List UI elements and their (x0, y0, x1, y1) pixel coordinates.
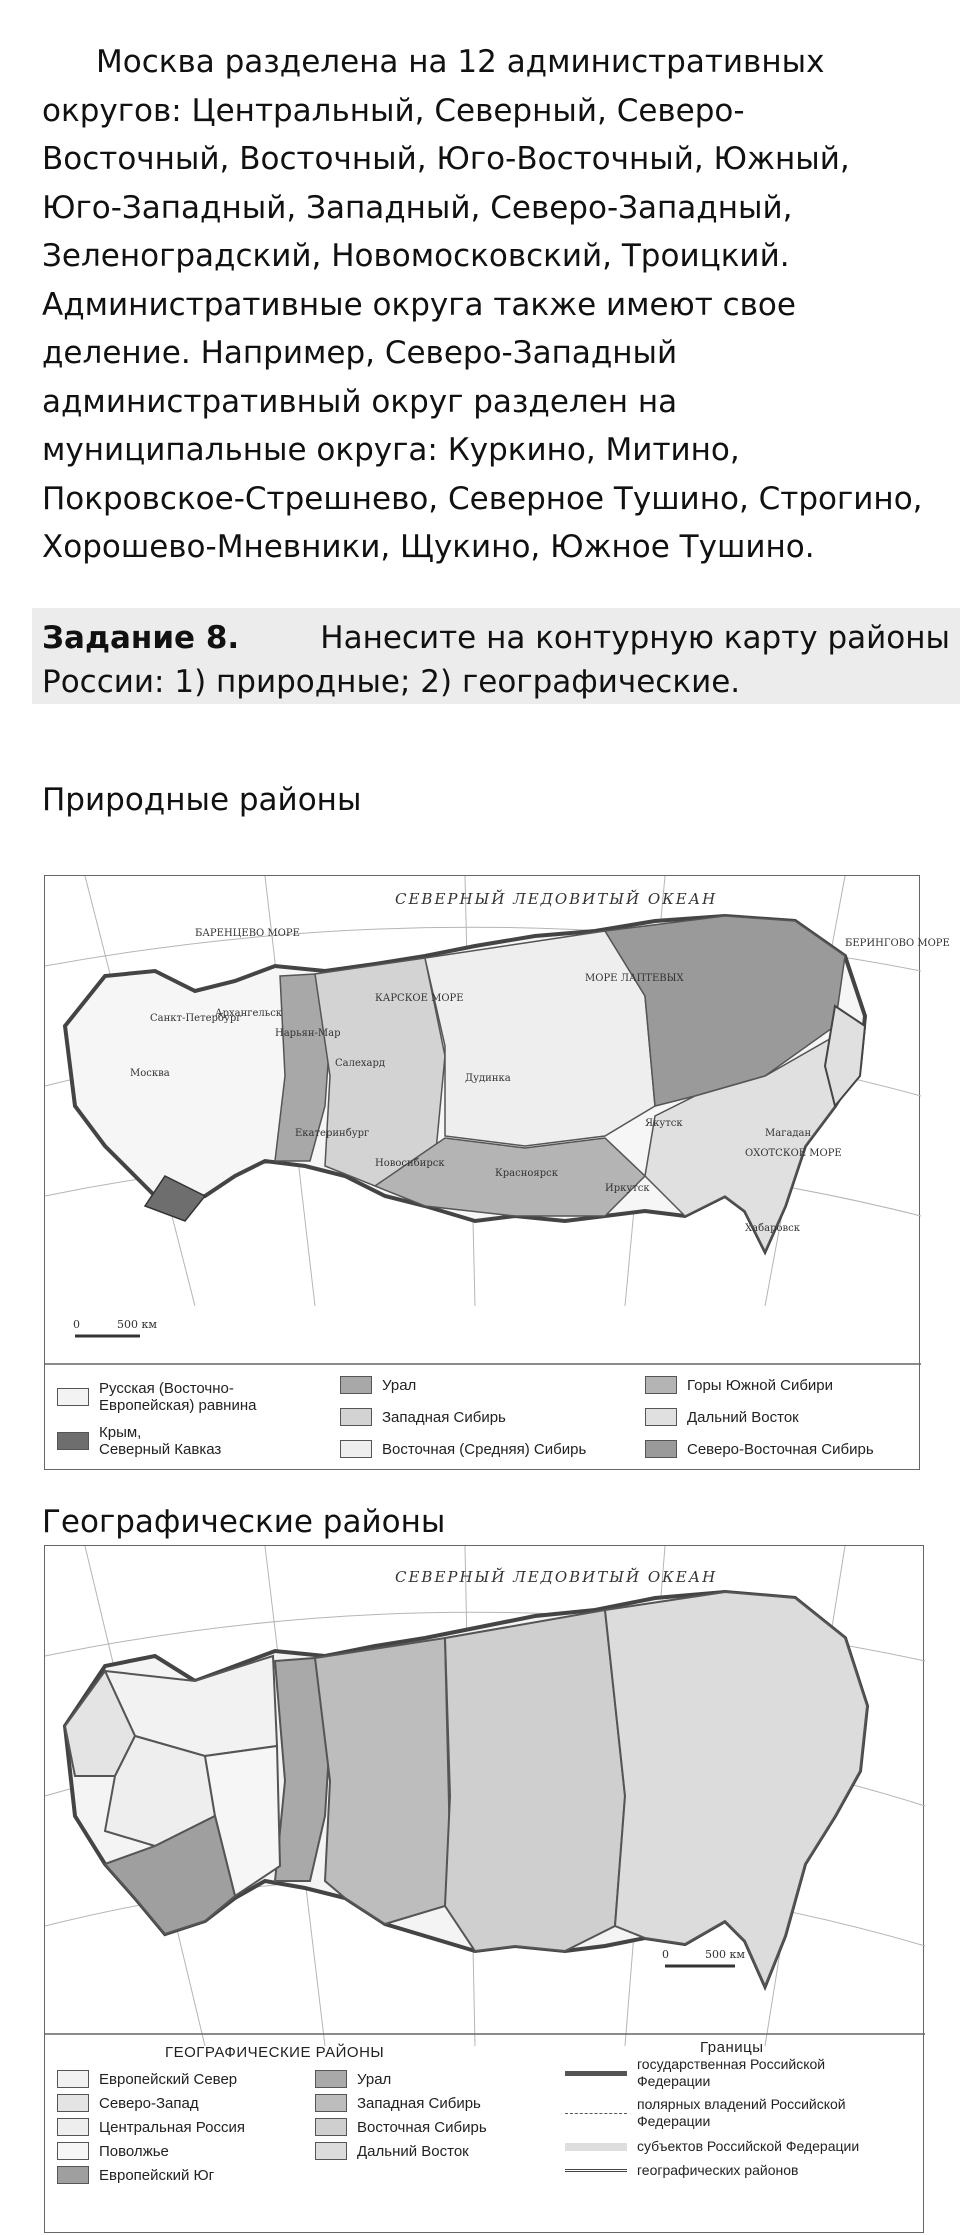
legend-swatch (340, 1376, 372, 1394)
map1-city: Салехард (335, 1058, 386, 1069)
geographic-regions-heading: Географические районы (42, 1504, 446, 1540)
legend-swatch (57, 2166, 89, 2184)
legend-swatch (315, 2070, 347, 2088)
border-legend-item: полярных владений Российской Федерации (565, 2096, 846, 2130)
paragraph-line: Зеленоградский, Новомосковский, Троицкий. (42, 238, 790, 274)
map1-city: Екатеринбург (295, 1128, 370, 1139)
map1-city: Санкт-Петербург (150, 1013, 242, 1024)
map1-city: Иркутск (605, 1183, 650, 1194)
legend-item: Западная Сибирь (315, 2094, 481, 2112)
paragraph-line: округов: Центральный, Северный, Северо- (42, 92, 745, 129)
map1-sea: ОХОТСКОЕ МОРЕ (745, 1148, 842, 1159)
border-legend-item: субъектов Российской Федерации (565, 2138, 859, 2155)
paragraph-line: Хорошево-Мневники, Щукино, Южное Тушино. (42, 529, 815, 565)
paragraph-line: Москва разделена на 12 административных (96, 44, 825, 80)
paragraph-line: Покровское-Стрешнево, Северное Тушино, Строгино, (42, 480, 923, 517)
paragraph-line: Восточный, Восточный, Юго-Восточный, Южный, (42, 141, 850, 177)
natural-regions-map (44, 875, 950, 1470)
map1-city: Магадан (765, 1128, 812, 1139)
legend-item: Дальний Восток (645, 1408, 799, 1426)
legend-swatch (57, 2070, 89, 2088)
legend-item: Западная Сибирь (340, 1408, 506, 1426)
legend-title: ГЕОГРАФИЧЕСКИЕ РАЙОНЫ (165, 2044, 385, 2061)
task-text-line1: Нанесите на контурную карту районы (320, 620, 950, 656)
border-legend-item: государственная Российской Федерации (565, 2056, 825, 2090)
legend-swatch (57, 2118, 89, 2136)
map1-sea: КАРСКОЕ МОРЕ (375, 993, 464, 1004)
map1-city: Хабаровск (745, 1223, 800, 1234)
legend-item: Урал (315, 2070, 391, 2088)
legend-item: Европейский Север (57, 2070, 237, 2088)
map1-city: Красноярск (495, 1168, 558, 1179)
task-label: Задание 8. (42, 620, 240, 656)
legend-swatch (645, 1408, 677, 1426)
task-box (32, 608, 960, 704)
map1-sea: БАРЕНЦЕВО МОРЕ (195, 928, 300, 939)
task-text-line2: России: 1) природные; 2) географические. (42, 664, 741, 700)
legend-item: Крым, Северный Кавказ (57, 1424, 221, 1458)
paragraph-line: муниципальные округа: Куркино, Митино, (42, 432, 740, 468)
map1-city: Архангельск (215, 1008, 283, 1019)
legend-swatch (315, 2094, 347, 2112)
paragraph-line: деление. Например, Северо-Западный (42, 335, 678, 371)
legend-item: Русская (Восточно- Европейская) равнина (57, 1380, 256, 1414)
map1-city: Москва (130, 1068, 170, 1079)
legend-swatch (645, 1376, 677, 1394)
border-line-sample (565, 2071, 627, 2076)
legend-item: Восточная (Средняя) Сибирь (340, 1440, 586, 1458)
legend-item: Центральная Россия (57, 2118, 245, 2136)
legend-swatch (57, 2142, 89, 2160)
paragraph-line: административный округ разделен на (42, 383, 678, 420)
border-line-sample (565, 2143, 627, 2151)
paragraph-line: Административные округа также имеют свое (42, 286, 796, 323)
svg-text:0: 0 (73, 1318, 80, 1331)
legend-item: Дальний Восток (315, 2142, 469, 2160)
map1-city: Якутск (645, 1118, 683, 1129)
legend-item: Европейский Юг (57, 2166, 214, 2184)
legend-swatch (57, 1432, 89, 1450)
legend-swatch (315, 2142, 347, 2160)
border-legend-item: географических районов (565, 2162, 798, 2179)
legend-swatch (340, 1440, 372, 1458)
legend-swatch (340, 1408, 372, 1426)
legend-swatch (315, 2118, 347, 2136)
border-line-sample (565, 2169, 627, 2172)
map1-legend (45, 1364, 921, 1469)
map1-city: Новосибирск (375, 1158, 445, 1169)
map1-scale: 500 км (117, 1318, 157, 1331)
paragraph-line: Юго-Западный, Западный, Северо-Западный, (42, 189, 793, 226)
borders-title: Границы (700, 2039, 764, 2056)
map2-legend (45, 2034, 925, 2232)
map2-scale: 500 км (705, 1948, 745, 1961)
moscow-paragraph (42, 38, 942, 572)
map1-city: Нарьян-Мар (275, 1028, 341, 1039)
legend-item: Горы Южной Сибири (645, 1376, 833, 1394)
legend-swatch (57, 2094, 89, 2112)
natural-regions-heading: Природные районы (42, 782, 362, 818)
map1-ocean-label: СЕВЕРНЫЙ ЛЕДОВИТЫЙ ОКЕАН (395, 890, 718, 908)
legend-swatch (57, 1388, 89, 1406)
legend-item: Северо-Запад (57, 2094, 199, 2112)
map2-ocean-label: СЕВЕРНЫЙ ЛЕДОВИТЫЙ ОКЕАН (395, 1568, 718, 1586)
legend-item: Восточная Сибирь (315, 2118, 487, 2136)
legend-swatch (645, 1440, 677, 1458)
legend-item: Урал (340, 1376, 416, 1394)
legend-item: Поволжье (57, 2142, 169, 2160)
geographic-regions-map (44, 1545, 924, 2233)
map1-sea: БЕРИНГОВО МОРЕ (845, 938, 950, 949)
border-line-sample (565, 2113, 627, 2114)
legend-item: Северо-Восточная Сибирь (645, 1440, 874, 1458)
map1-sea: МОРЕ ЛАПТЕВЫХ (585, 973, 684, 984)
map1-city: Дудинка (465, 1073, 511, 1084)
svg-text:0: 0 (662, 1948, 669, 1961)
